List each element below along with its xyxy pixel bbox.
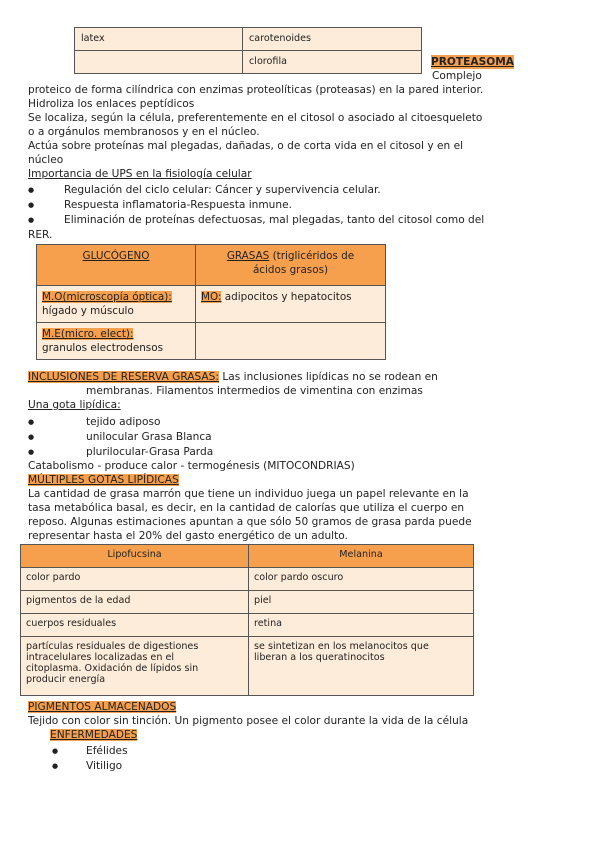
text-line: núcleo [28, 154, 64, 166]
list-item [28, 183, 588, 198]
text-line: tasa metabólica basal, es decir, en la cantidad de calorías que utiliza el cuerpo en [28, 502, 465, 514]
enfermedades-title: ENFERMEDADES [50, 729, 138, 741]
table-cell: carotenoides [243, 28, 422, 51]
table-cell: retina [249, 614, 474, 637]
list-item-text: plurilocular-Grasa Parda [86, 446, 214, 458]
proteasoma-text [28, 83, 483, 181]
table-cell: M.E(micro. elect): granulos electrodensos [37, 323, 196, 360]
inclusiones-section [28, 370, 598, 412]
list-item-text: Vitiligo [86, 760, 123, 772]
table-row [21, 637, 474, 696]
text-line: Se localiza, según la célula, preferentemente en el citosol o asociado al citoesqueleto [28, 112, 483, 124]
table-header-glucogeno: GLUCÓGENO [37, 245, 196, 286]
table-cell: MO: adipocitos y hepatocitos [196, 286, 386, 323]
bullet-icon: ● [28, 448, 35, 456]
proteasoma-title: PROTEASOMA [431, 56, 514, 68]
text-line: proteico de forma cilíndrica con enzimas proteolíticas (proteasas) en la pared interior. [28, 84, 484, 96]
bullet-icon: ● [28, 186, 35, 194]
multiples-title: MÚLTIPLES GOTAS LIPÍDICAS [28, 474, 179, 486]
list-item-text: tejido adiposo [86, 416, 161, 428]
text-line: reposo. Algunas estimaciones apuntan a que sólo 50 gramos de grasa parda puede [28, 516, 472, 528]
enfermedades-bullet-list [52, 744, 352, 774]
table-header-grasas: GRASAS (triglicéridos de ácidos grasos) [196, 245, 386, 286]
list-item [28, 213, 588, 228]
text-line: La cantidad de grasa marrón que tiene un individuo juega un papel relevante en la [28, 488, 469, 500]
glucogeno-grasas-table [36, 244, 386, 360]
table-cell: M.O(microscopía óptica): hígado y músculo [37, 286, 196, 323]
ups-heading: Importancia de UPS en la fisiología celular [28, 168, 252, 180]
table-cell: pigmentos de la edad [21, 591, 249, 614]
table-cell: cuerpos residuales [21, 614, 249, 637]
gota-heading: Una gota lipídica: [28, 399, 121, 411]
list-item [28, 415, 428, 430]
pigmentos-title: PIGMENTOS ALMACENADOS [28, 701, 177, 713]
bullet-icon: ● [28, 418, 35, 426]
table-row [75, 28, 422, 51]
bullet-icon: ● [28, 216, 35, 224]
inclusiones-text: membranas. Filamentos intermedios de vimentina con enzimas [86, 385, 423, 397]
table-row [75, 51, 422, 74]
text-line: Hidroliza los enlaces peptídicos [28, 98, 195, 110]
table-row [21, 568, 474, 591]
text-line: Actúa sobre proteínas mal plegadas, dañadas, o de corta vida en el citosol y en el [28, 140, 464, 152]
list-item-text: Respuesta inflamatoria-Respuesta inmune. [64, 199, 292, 211]
list-item [52, 744, 352, 759]
inclusiones-text: Las inclusiones lipídicas no se rodean en [218, 371, 438, 383]
table-row [37, 245, 386, 286]
text-line: o a orgánulos membranosos y en el núcleo. [28, 126, 260, 138]
gota-bullet-list [28, 415, 428, 460]
proteasoma-complejo: Complejo [432, 70, 482, 82]
table-cell: latex [75, 28, 243, 51]
table-row [21, 591, 474, 614]
pigmentos-text: Tejido con color sin tinción. Un pigmento posee el color durante la vida de la célula [28, 715, 469, 727]
table-cell: color pardo oscuro [249, 568, 474, 591]
table-cell: partículas residuales de digestiones intracelulares localizadas en el citoplasma. Oxidación de lípidos sin producir energía [21, 637, 249, 696]
bullet-icon: ● [28, 433, 35, 441]
table-cell [75, 51, 243, 74]
list-item-text: unilocular Grasa Blanca [86, 431, 212, 443]
list-item [28, 430, 428, 445]
table-header-lipofucsina: Lipofucsina [21, 545, 249, 568]
table-cell: color pardo [21, 568, 249, 591]
table-row [21, 545, 474, 568]
bullet-icon: ● [28, 201, 35, 209]
bullet-icon: ● [52, 762, 59, 770]
top-table [74, 27, 422, 74]
table-header-melanina: Melanina [249, 545, 474, 568]
list-item-text: Eliminación de proteínas defectuosas, mal plegadas, tanto del citosol como del [64, 214, 485, 226]
pigmentos-section [28, 700, 598, 742]
table-cell [196, 323, 386, 360]
list-item-text: Efélides [86, 745, 128, 757]
table-row [21, 614, 474, 637]
list-item [28, 198, 588, 213]
pigment-table [20, 544, 474, 696]
table-cell: piel [249, 591, 474, 614]
text-line: representar hasta el 20% del gasto energético de un adulto. [28, 530, 348, 542]
list-continuation: RER. [28, 229, 53, 241]
table-row [37, 323, 386, 360]
list-item [28, 445, 428, 460]
list-item-text: Regulación del ciclo celular: Cáncer y supervivencia celular. [64, 184, 381, 196]
table-cell: se sintetizan en los melanocitos que liberan a los queratinocitos [249, 637, 474, 696]
grasa-parda-section [28, 459, 598, 543]
ups-bullet-list [28, 183, 588, 242]
list-item [52, 759, 352, 774]
catabolismo-text: Catabolismo - produce calor - termogénesis (MITOCONDRIAS) [28, 460, 355, 472]
bullet-icon: ● [52, 747, 59, 755]
table-row [37, 286, 386, 323]
inclusiones-title: INCLUSIONES DE RESERVA GRASAS: [28, 371, 219, 383]
table-cell: clorofila [243, 51, 422, 74]
